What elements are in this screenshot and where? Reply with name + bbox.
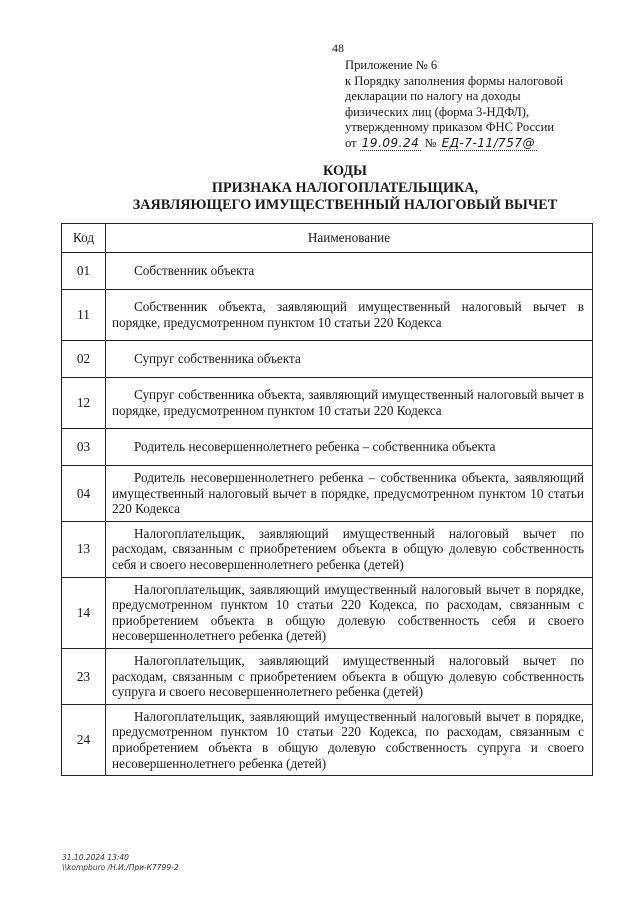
appendix-line: декларации по налогу на доходы [345,89,521,104]
name-cell: Супруг собственника объекта [106,341,593,378]
codes-table [61,223,593,776]
name-cell: Налогоплательщик, заявляющий имущественный налоговый вычет по расходам, связанным с приобретением объекта в общую долевую собственность себя и своего несовершеннолетнего ребенка (детей) [106,521,593,577]
order-date-handwritten: 19.09.24 [361,135,420,150]
title-line: КОДЫ [323,163,367,179]
code-cell: 13 [62,521,106,577]
order-line [345,136,615,152]
name-cell: Налогоплательщик, заявляющий имущественный налоговый вычет в порядке, предусмотренном пунктом 10 статьи 220 Кодекса, по расходам, связанным с приобретением объекта в общую долевую собственность себя и своего несовершеннолетнего ребенка (детей) [106,577,593,648]
name-cell: Родитель несовершеннолетнего ребенка – собственника объекта [106,429,593,466]
name-cell: Собственник объекта, заявляющий имущественный налоговый вычет в порядке, предусмотренном пунктом 10 статьи 220 Кодекса [106,290,593,341]
appendix-line: физических лиц (форма 3-НДФЛ), [345,104,530,119]
table-row [62,577,593,648]
code-cell: 12 [62,378,106,429]
code-cell: 04 [62,466,106,522]
code-cell: 14 [62,577,106,648]
table-row [62,378,593,429]
code-cell: 02 [62,341,106,378]
table-row [62,648,593,704]
code-cell: 11 [62,290,106,341]
table-row [62,290,593,341]
title-line: ПРИЗНАКА НАЛОГОПЛАТЕЛЬЩИКА, [211,180,479,196]
header-code: Код [62,224,106,253]
code-cell: 23 [62,648,106,704]
order-number-prefix: № [424,135,437,150]
order-number-handwritten: ЕД-7-11/757@ [441,135,536,150]
table-row [62,521,593,577]
footer-path: \\kompburo /Н.И./При-К7799-2 [62,863,179,872]
print-footer [62,853,179,873]
name-cell: Супруг собственника объекта, заявляющий имущественный налоговый вычет в порядке, предусмотренном пунктом 10 статьи 220 Кодекса [106,378,593,429]
name-cell: Собственник объекта [106,253,593,290]
table-row [62,704,593,775]
table-row [62,466,593,522]
appendix-line: к Порядку заполнения формы налоговой [345,73,564,88]
document-title [60,163,630,214]
appendix-header [345,58,615,152]
table-row [62,341,593,378]
table-row [62,253,593,290]
name-cell: Налогоплательщик, заявляющий имущественный налоговый вычет по расходам, связанным с приобретением объекта в общую долевую собственность супруга и своего несовершеннолетнего ребенка (детей) [106,648,593,704]
table-header-row [62,224,593,253]
code-cell: 01 [62,253,106,290]
header-name: Наименование [106,224,593,253]
appendix-line: утвержденному приказом ФНС России [345,120,555,135]
page-number: 48 [332,41,344,55]
title-line: ЗАЯВЛЯЮЩЕГО ИМУЩЕСТВЕННЫЙ НАЛОГОВЫЙ ВЫЧЕТ [132,197,558,213]
table-row [62,429,593,466]
order-prefix: от [345,135,357,150]
name-cell: Налогоплательщик, заявляющий имущественный налоговый вычет в порядке, предусмотренном пунктом 10 статьи 220 Кодекса, по расходам, связанным с приобретением объекта в общую долевую собственность супруга и своего несовершеннолетнего ребенка (детей) [106,704,593,775]
appendix-line: Приложение № 6 [345,58,438,72]
code-cell: 24 [62,704,106,775]
code-cell: 03 [62,429,106,466]
footer-timestamp: 31.10.2024 13:40 [62,853,129,862]
name-cell: Родитель несовершеннолетнего ребенка – собственника объекта, заявляющий имущественный налоговый вычет в порядке, предусмотренном пунктом 10 статьи 220 Кодекса [106,466,593,522]
